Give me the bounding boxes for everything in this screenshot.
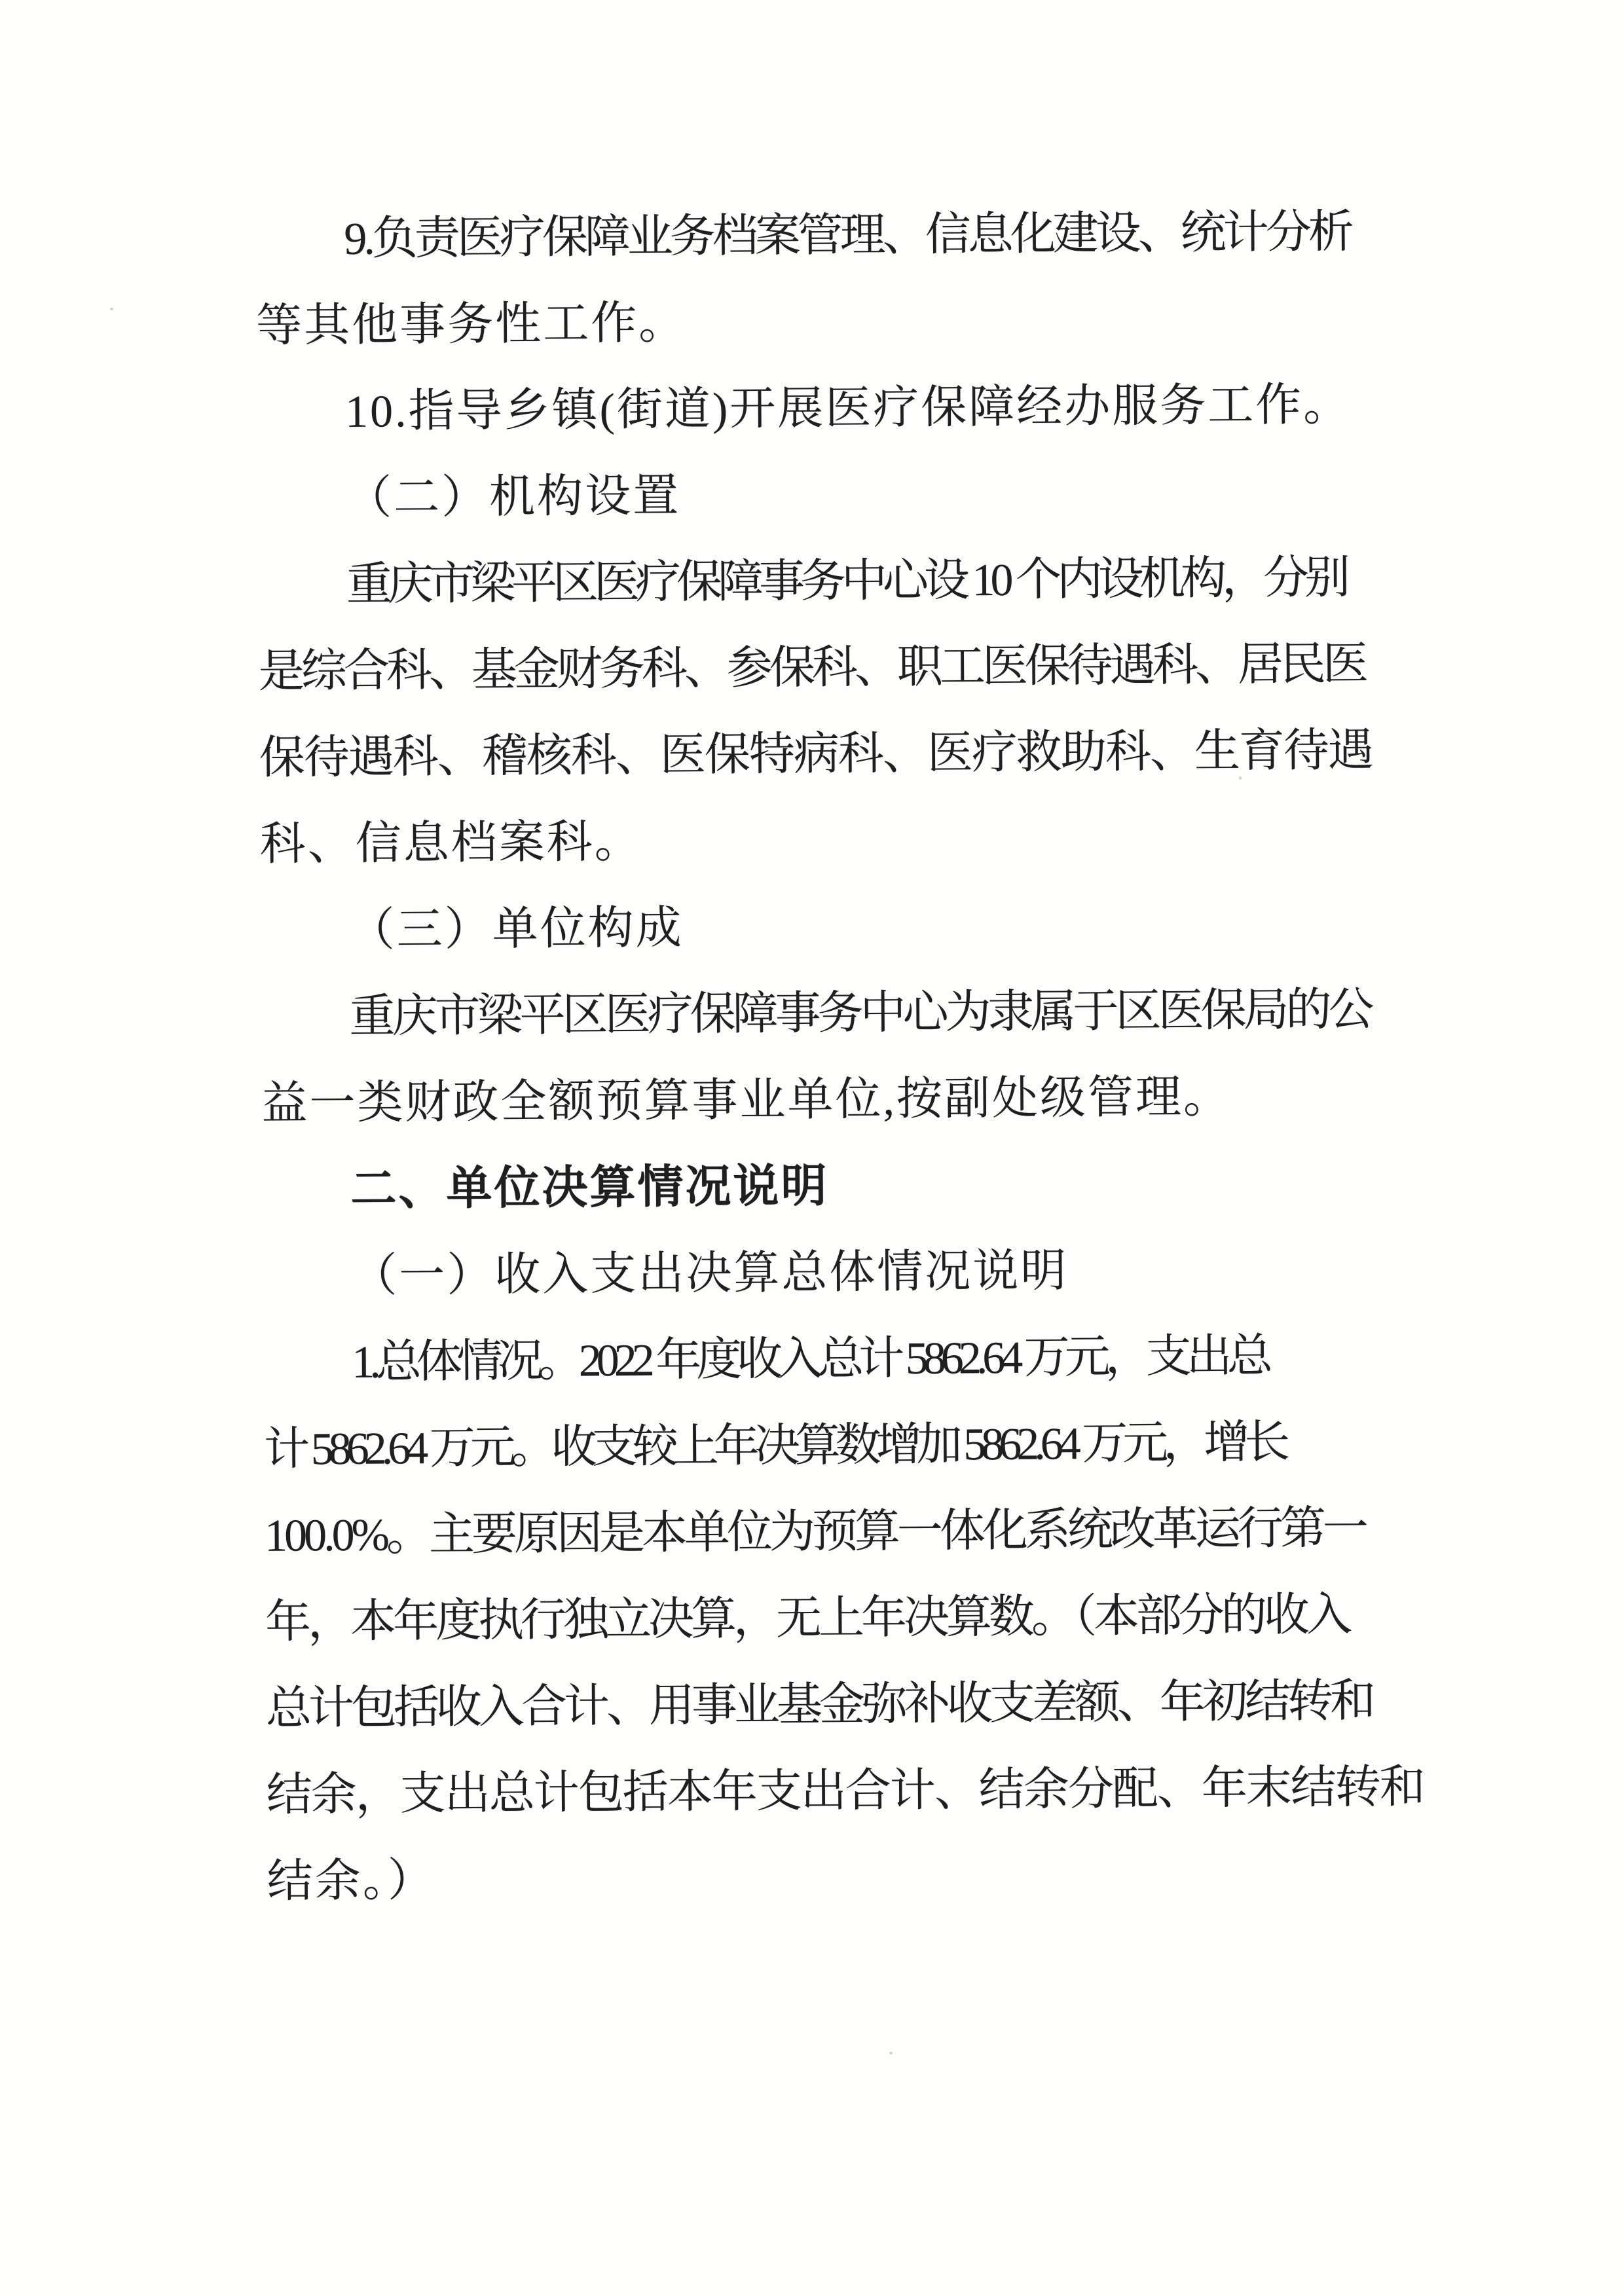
scan-speck xyxy=(889,2052,893,2054)
section-heading-unit-composition: （三）单位构成 xyxy=(348,903,684,956)
document-line: 重庆市梁平区医疗保障事务中心设 10 个内设机构，分别 xyxy=(346,553,1346,610)
document-line: 年，本年度执行独立决算，无上年决算数。（本部分的收入 xyxy=(265,1590,1350,1648)
chapter-heading-final-accounts: 二、单位决算情况说明 xyxy=(350,1161,829,1215)
document-line: 等其他事务性工作。 xyxy=(255,298,687,352)
document-line: 9.负责医疗保障业务档案管理、信息化建设、统计分析 xyxy=(344,207,1352,264)
document-line: 保待遇科、稽核科、医保特病科、医疗救助科、生育待遇 xyxy=(259,725,1373,784)
section-heading-income-expense-overview: （一）收入支出决算总体情况说明 xyxy=(351,1246,1069,1302)
document-line: 益一类财政全额预算事业单位,按副处级管理。 xyxy=(261,1072,1232,1129)
document-line: 1.总体情况。2022 年度收入总计 5862.64 万元，支出总 xyxy=(352,1331,1268,1388)
document-line: 结余，支出总计包括本年支出合计、结余分配、年末结转和 xyxy=(266,1762,1425,1821)
document-line: 总计包括收入合计、用事业基金弥补收支差额、年初结转和 xyxy=(265,1676,1373,1734)
scan-speck xyxy=(1239,776,1242,780)
section-heading-org-setup: （二）机构设置 xyxy=(345,471,681,524)
document-line: 10.指导乡镇(街道)开展医疗保障经办服务工作。 xyxy=(344,380,1352,437)
scan-speck xyxy=(110,308,113,310)
document-line: 结余。） xyxy=(267,1855,436,1907)
document-line: 重庆市梁平区医疗保障事务中心为隶属于区医保局的公 xyxy=(349,985,1371,1042)
document-line: 是综合科、基金财务科、参保科、职工医保待遇科、居民医 xyxy=(258,639,1366,697)
document-line: 科、信息档案科。 xyxy=(259,816,643,870)
document-line: 计 5862.64 万元。收支较上年决算数增加 5862.64 万元，增长 xyxy=(263,1417,1285,1475)
document-line: 100.0%。主要原因是本单位为预算一体化系统改革运行第一 xyxy=(264,1503,1366,1561)
